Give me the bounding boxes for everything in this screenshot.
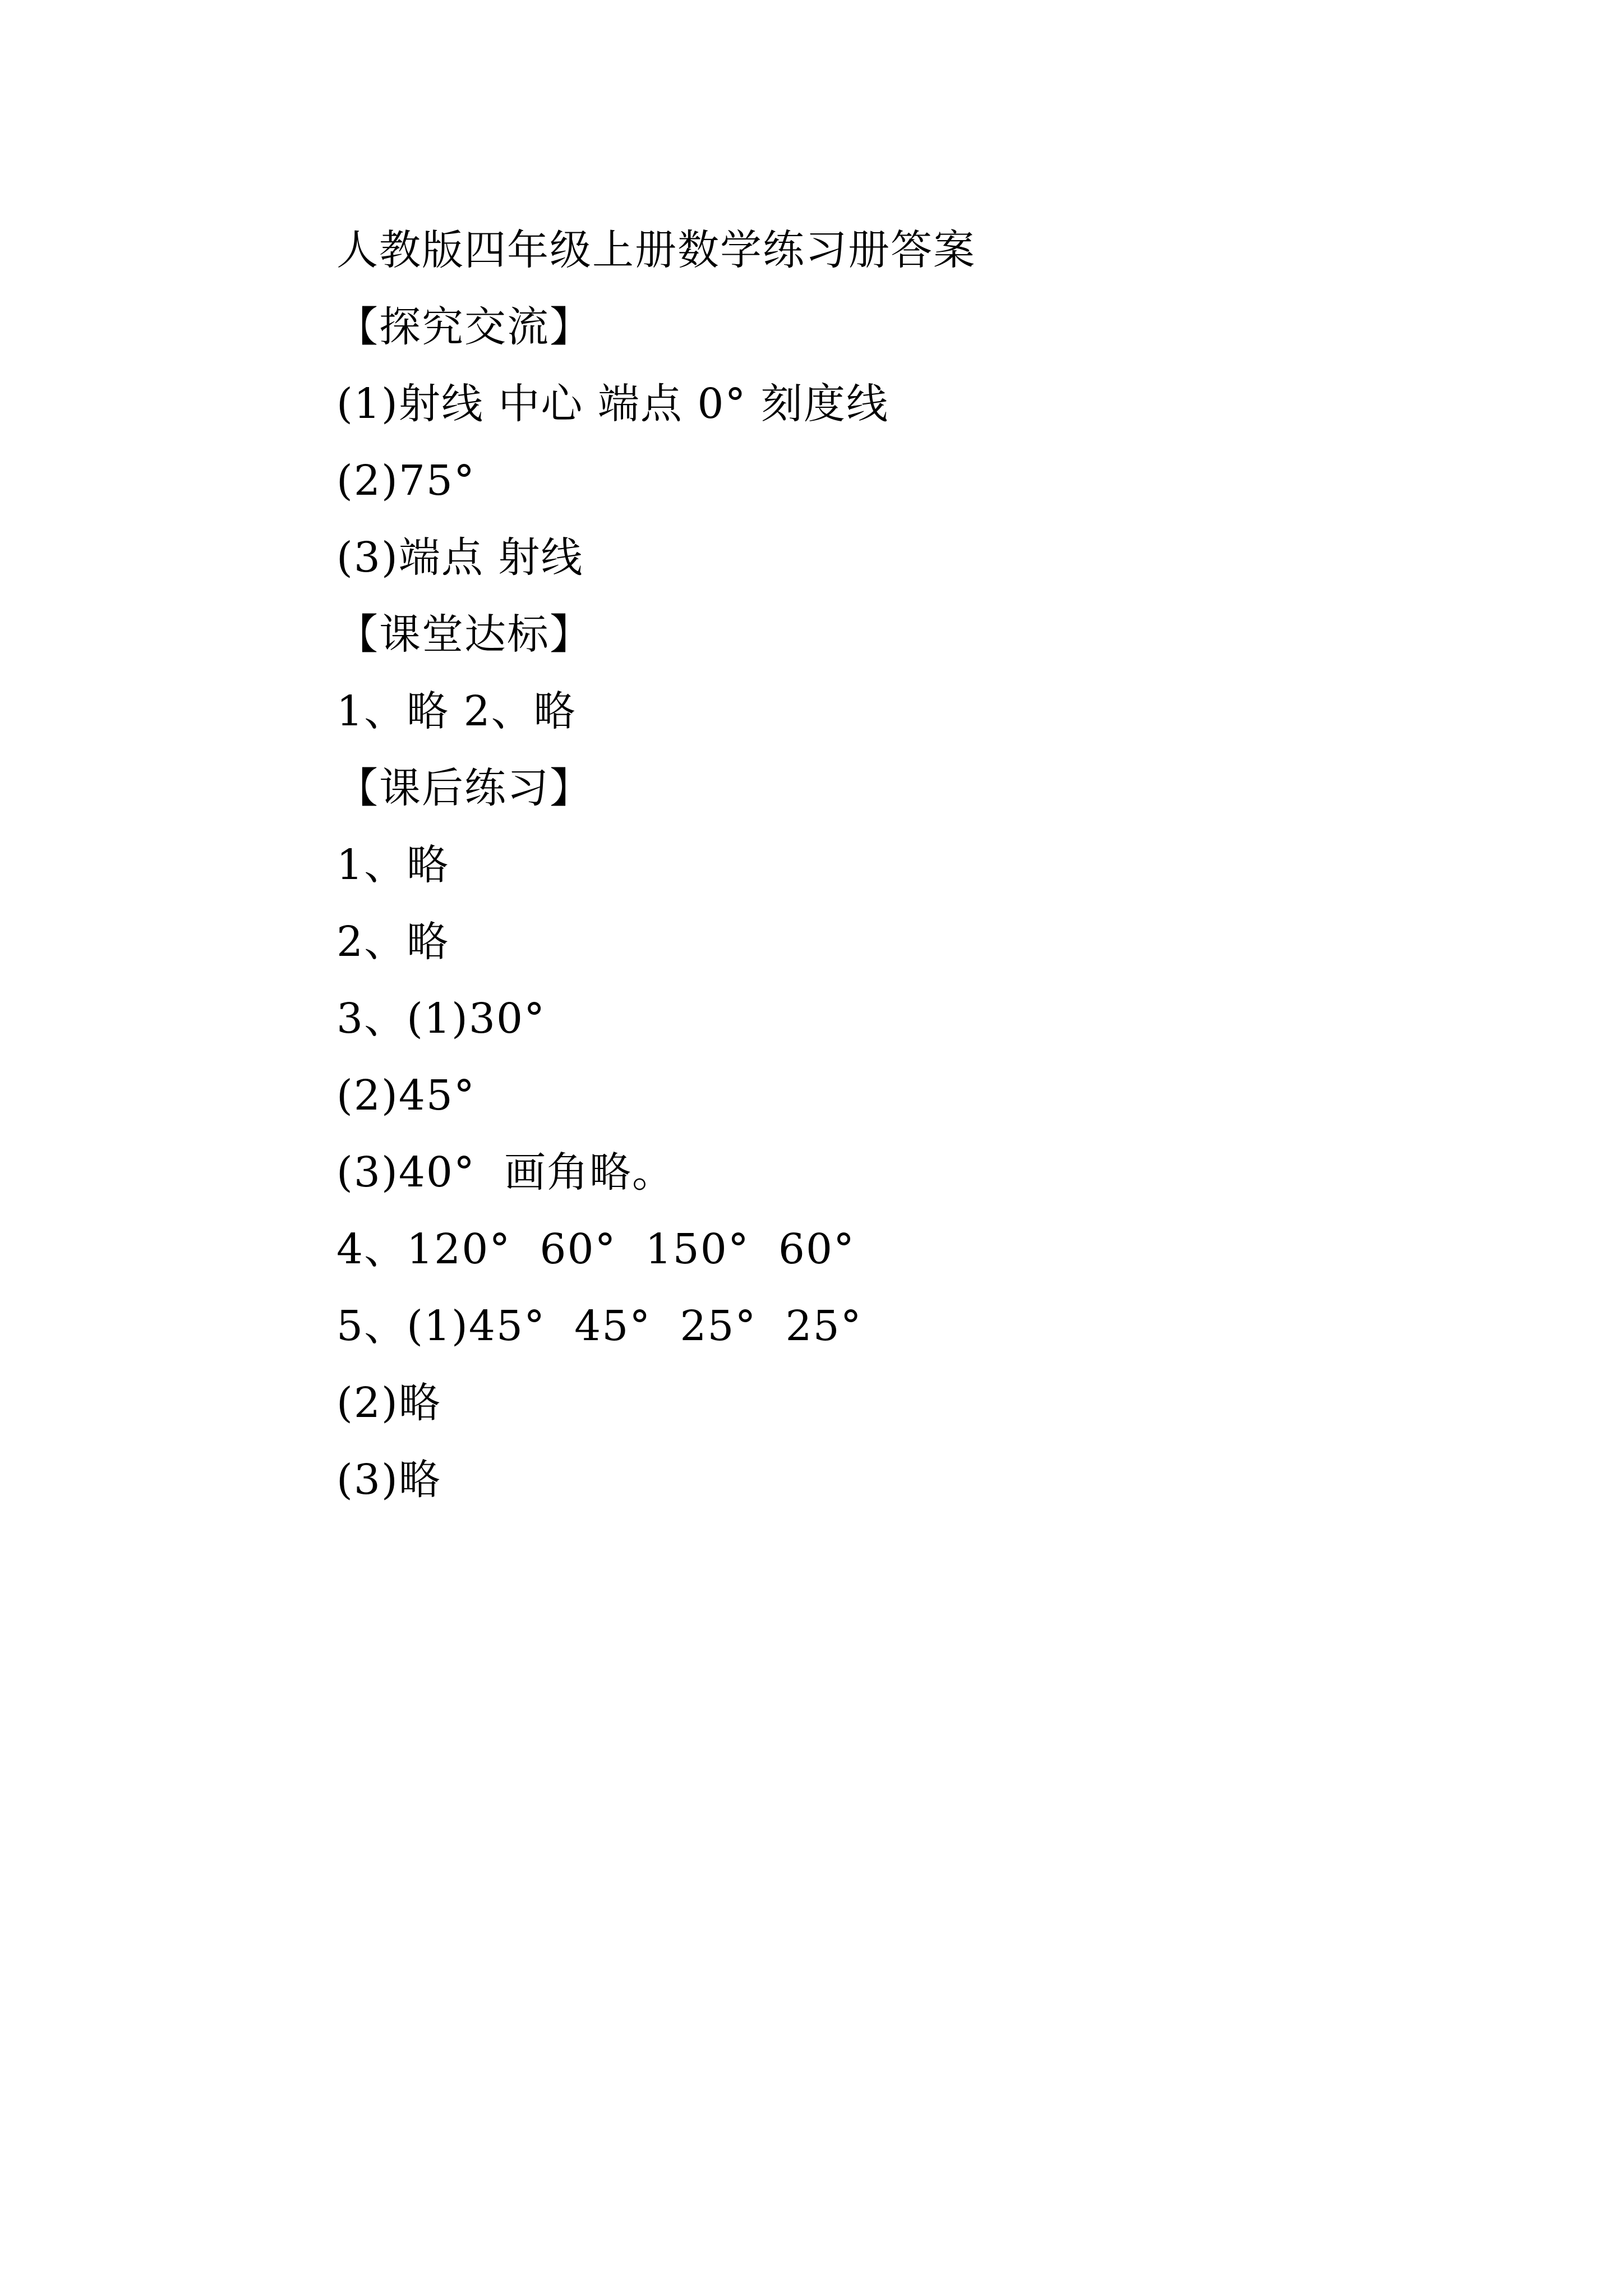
answer-line: 2、略	[336, 918, 450, 966]
answer-line: (3)端点 射线	[336, 533, 584, 582]
answer-line: (3)40° 画角略。	[336, 1148, 675, 1197]
answer-line: 4、120° 60° 150° 60°	[336, 1225, 856, 1273]
answer-line: (1)射线 中心 端点 0° 刻度线	[336, 380, 889, 428]
document-body	[336, 212, 1458, 1519]
answer-line: 1、略 2、略	[336, 687, 577, 735]
section-heading-homework: 【课后练习】	[336, 764, 592, 812]
section-heading-classwork: 【课堂达标】	[336, 610, 592, 659]
answer-line: 3、(1)30°	[336, 995, 546, 1043]
document-title: 人教版四年级上册数学练习册答案	[336, 226, 976, 274]
section-heading-explore: 【探究交流】	[336, 303, 592, 351]
answer-line: (3)略	[336, 1456, 441, 1504]
answer-line: 5、(1)45° 45° 25° 25°	[336, 1302, 863, 1350]
answer-line: (2)75°	[336, 457, 476, 505]
answer-line: (2)45°	[336, 1071, 476, 1120]
answer-line: (2)略	[336, 1379, 441, 1427]
answer-line: 1、略	[336, 841, 450, 889]
